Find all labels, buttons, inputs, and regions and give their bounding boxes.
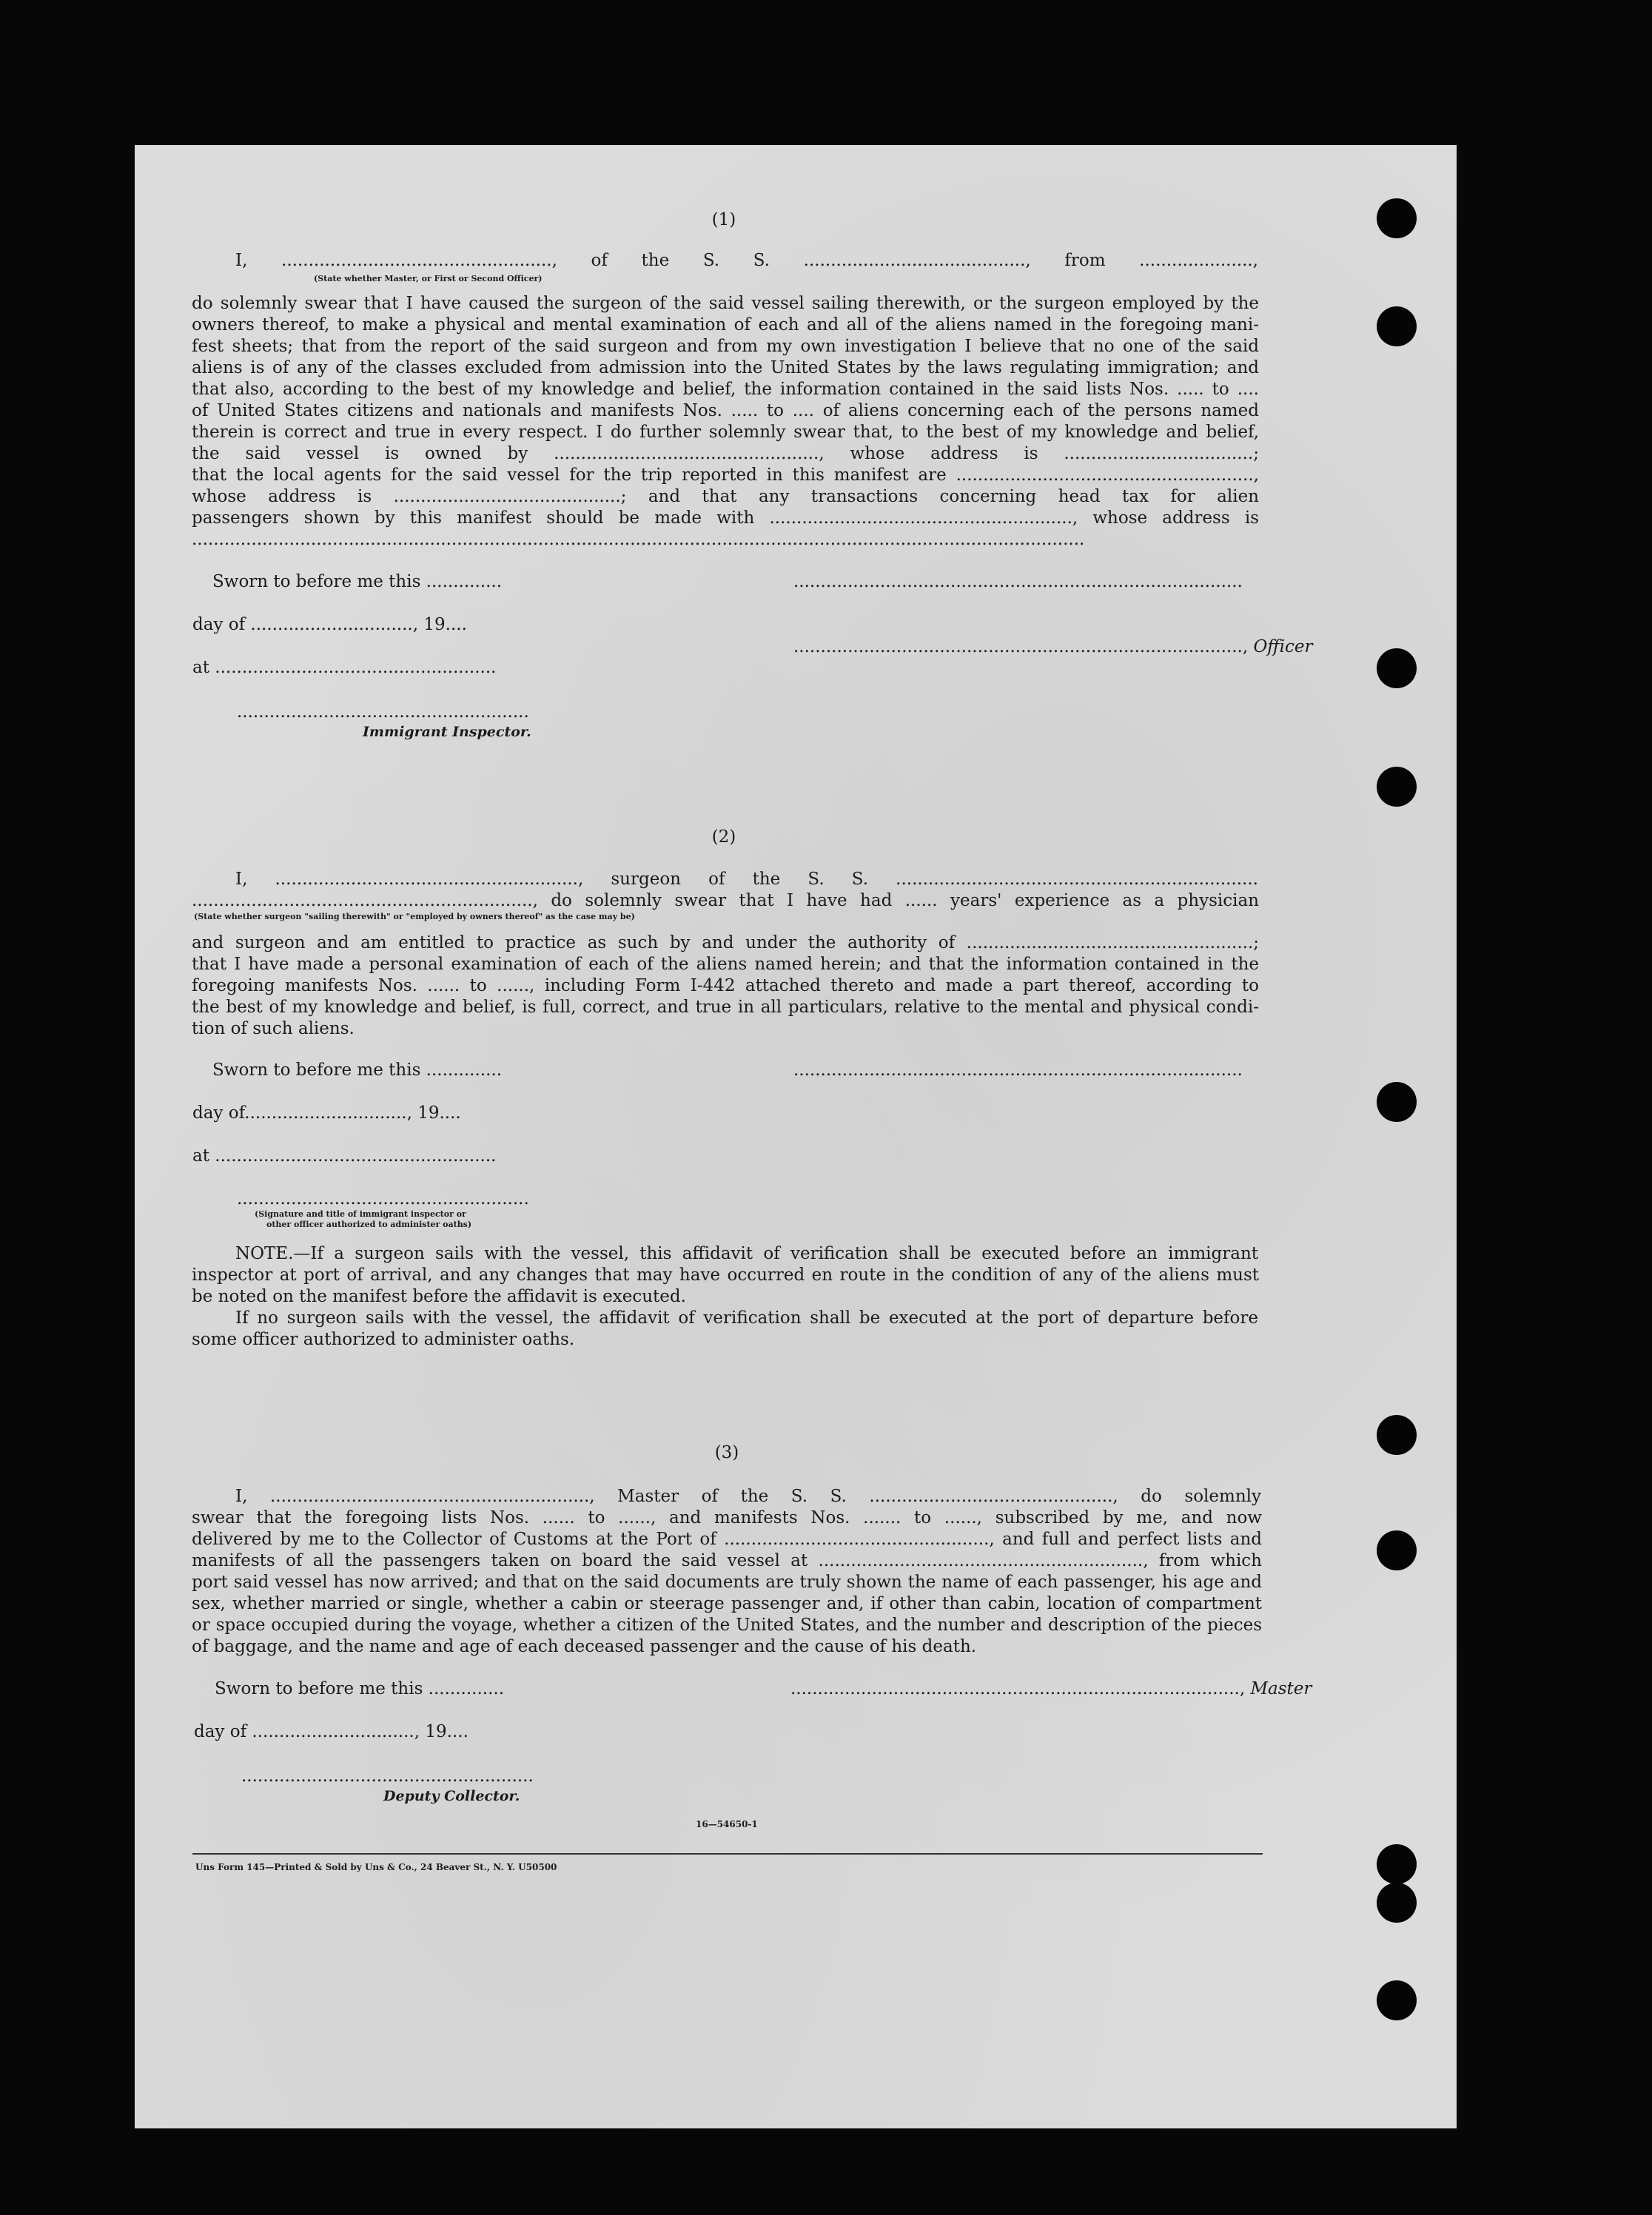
section-1-sworn: Sworn to before me this .............. bbox=[212, 572, 503, 591]
section-3-line: manifests of all the passengers taken on board the said vessel at ............................................................, from which bbox=[192, 1551, 1262, 1570]
section-1-header-note: (State whether Master, or First or Second Officer) bbox=[314, 274, 543, 283]
section-1-line: that the local agents for the said vessel for the trip reported in this manifest are ......................................................., bbox=[192, 465, 1259, 485]
section-2-line: foregoing manifests Nos. ...... to ......, including Form I-442 attached thereto and made a part thereof, according to bbox=[192, 976, 1259, 995]
section-1-header: I, .................................................., of the S. S. ........................................., from ....................., bbox=[235, 251, 1258, 270]
section-2-line-2-note: (State whether surgeon "sailing therewith" or "employed by owners thereof" as the case may be) bbox=[194, 912, 635, 921]
section-1-number: (1) bbox=[711, 210, 736, 229]
section-1-line: aliens is of any of the classes excluded from admission into the United States by the laws regulating immigration; and bbox=[192, 358, 1259, 377]
section-2-signature-line: ...................................................... bbox=[237, 1189, 529, 1209]
section-1-inspector-label: Immigrant Inspector. bbox=[363, 724, 531, 740]
note-line: be noted on the manifest before the affidavit is executed. bbox=[192, 1287, 686, 1306]
section-2-line: tion of such aliens. bbox=[192, 1019, 355, 1038]
section-3-line: I, ..........................................................., Master of the S. S. ............................................., do solemnly bbox=[235, 1487, 1261, 1506]
binder-hole bbox=[1377, 767, 1417, 807]
section-1-line: passengers shown by this manifest should be made with ........................................................, whose address is bbox=[192, 508, 1259, 528]
section-1-officer-line: ................................................................................... bbox=[793, 572, 1243, 591]
section-2-at: at .................................................... bbox=[192, 1146, 497, 1166]
section-3-line: delivered by me to the Collector of Customs at the Port of ................................................., and full and perfect lists and bbox=[192, 1530, 1262, 1549]
section-2-signature-note: other officer authorized to administer oaths) bbox=[266, 1220, 472, 1229]
binder-hole bbox=[1377, 198, 1417, 238]
section-3-line: port said vessel has now arrived; and that on the said documents are truly shown the name of each passenger, his age and bbox=[192, 1573, 1262, 1592]
section-3-sworn: Sworn to before me this .............. bbox=[215, 1679, 505, 1698]
section-1-line: the said vessel is owned by ................................................., whose address is ...................................; bbox=[192, 444, 1259, 463]
note-line: some officer authorized to administer oaths. bbox=[192, 1330, 575, 1349]
section-3-collector-line: ...................................................... bbox=[241, 1767, 534, 1786]
form-code: 16—54650-1 bbox=[696, 1819, 758, 1829]
section-3-line: of baggage, and the name and age of each deceased passenger and the cause of his death. bbox=[192, 1637, 977, 1656]
section-1-officer-signature: ..................................................................................., Officer bbox=[793, 637, 1313, 656]
section-3-collector-label: Deputy Collector. bbox=[383, 1788, 520, 1804]
binder-hole bbox=[1377, 1844, 1417, 1884]
binder-hole bbox=[1377, 1980, 1417, 2020]
section-2-line-1: I, ........................................................, surgeon of the S. S. ................................................................... bbox=[235, 870, 1258, 889]
section-1-inspector-line: ...................................................... bbox=[237, 702, 529, 722]
note-line: inspector at port of arrival, and any changes that may have occurred en route in the condition of any of the aliens must bbox=[192, 1266, 1259, 1285]
footer-rule bbox=[192, 1853, 1263, 1855]
section-2-signature-note: (Signature and title of immigrant inspector or bbox=[255, 1209, 466, 1219]
section-2-line: the best of my knowledge and belief, is full, correct, and true in all particulars, relative to the mental and physical condi- bbox=[192, 998, 1259, 1017]
binder-hole bbox=[1377, 648, 1417, 688]
binder-hole bbox=[1377, 1082, 1417, 1122]
section-3-line: swear that the foregoing lists Nos. ...... to ......, and manifests Nos. ....... to ......, subscribed by me, and now bbox=[192, 1508, 1262, 1527]
section-2-number: (2) bbox=[711, 827, 736, 847]
section-2-line: that I have made a personal examination of each of the aliens named herein; and that the information contained in the bbox=[192, 955, 1259, 974]
section-1-at: at .................................................... bbox=[192, 658, 497, 677]
binder-hole bbox=[1377, 1415, 1417, 1455]
printer-footer: Uns Form 145—Printed & Sold by Uns & Co., 24 Beaver St., N. Y. U50500 bbox=[195, 1862, 557, 1872]
section-3-master-signature: ..................................................................................., Master bbox=[790, 1679, 1312, 1698]
section-2-line: and surgeon and am entitled to practice as such by and under the authority of .....................................................; bbox=[192, 933, 1259, 952]
section-1-line: fest sheets; that from the report of the said surgeon and from my own investigation I believe that no one of the said bbox=[192, 337, 1259, 356]
section-2-sworn: Sworn to before me this .............. bbox=[212, 1061, 503, 1080]
section-1-line: whose address is ..........................................; and that any transactions concerning head tax for alien bbox=[192, 487, 1259, 506]
note-line: If no surgeon sails with the vessel, the affidavit of verification shall be executed at the port of departure before bbox=[235, 1308, 1258, 1328]
binder-hole bbox=[1377, 1883, 1417, 1923]
section-1-day: day of .............................., 19.... bbox=[192, 615, 467, 634]
section-1-line: ..................................................................................................................................................................... bbox=[192, 530, 1085, 549]
signature-role-label: Officer bbox=[1253, 637, 1313, 656]
section-1-line: that also, according to the best of my knowledge and belief, the information contained in the said lists Nos. ..... to .... bbox=[192, 380, 1259, 399]
section-2-line-2: ..............................................................., do solemnly swear that I have had ...... years' experience as a physician bbox=[192, 891, 1259, 910]
section-1-line: owners thereof, to make a physical and mental examination of each and all of the aliens named in the foregoing mani- bbox=[192, 315, 1259, 335]
binder-hole bbox=[1377, 306, 1417, 346]
section-3-number: (3) bbox=[714, 1443, 739, 1462]
section-1-line: of United States citizens and nationals and manifests Nos. ..... to .... of aliens concerning each of the persons named bbox=[192, 401, 1259, 420]
section-3-line: or space occupied during the voyage, whether a citizen of the United States, and the number and description of the pieces bbox=[192, 1616, 1262, 1635]
section-3-line: sex, whether married or single, whether a cabin or steerage passenger and, if other than cabin, location of compartment bbox=[192, 1594, 1262, 1613]
binder-hole bbox=[1377, 1530, 1417, 1570]
note-line: NOTE.—If a surgeon sails with the vessel, this affidavit of verification shall be executed before an immigrant bbox=[235, 1244, 1258, 1263]
signature-role-label: Master bbox=[1250, 1679, 1312, 1698]
section-2-day: day of.............................., 19.... bbox=[192, 1103, 461, 1123]
section-1-line: therein is correct and true in every respect. I do further solemnly swear that, to the best of my knowledge and belief, bbox=[192, 423, 1259, 442]
section-1-line: do solemnly swear that I have caused the surgeon of the said vessel sailing therewith, or the surgeon employed by the bbox=[192, 294, 1259, 313]
section-2-surgeon-line: ................................................................................... bbox=[793, 1061, 1243, 1080]
section-3-day: day of .............................., 19.... bbox=[194, 1722, 469, 1741]
